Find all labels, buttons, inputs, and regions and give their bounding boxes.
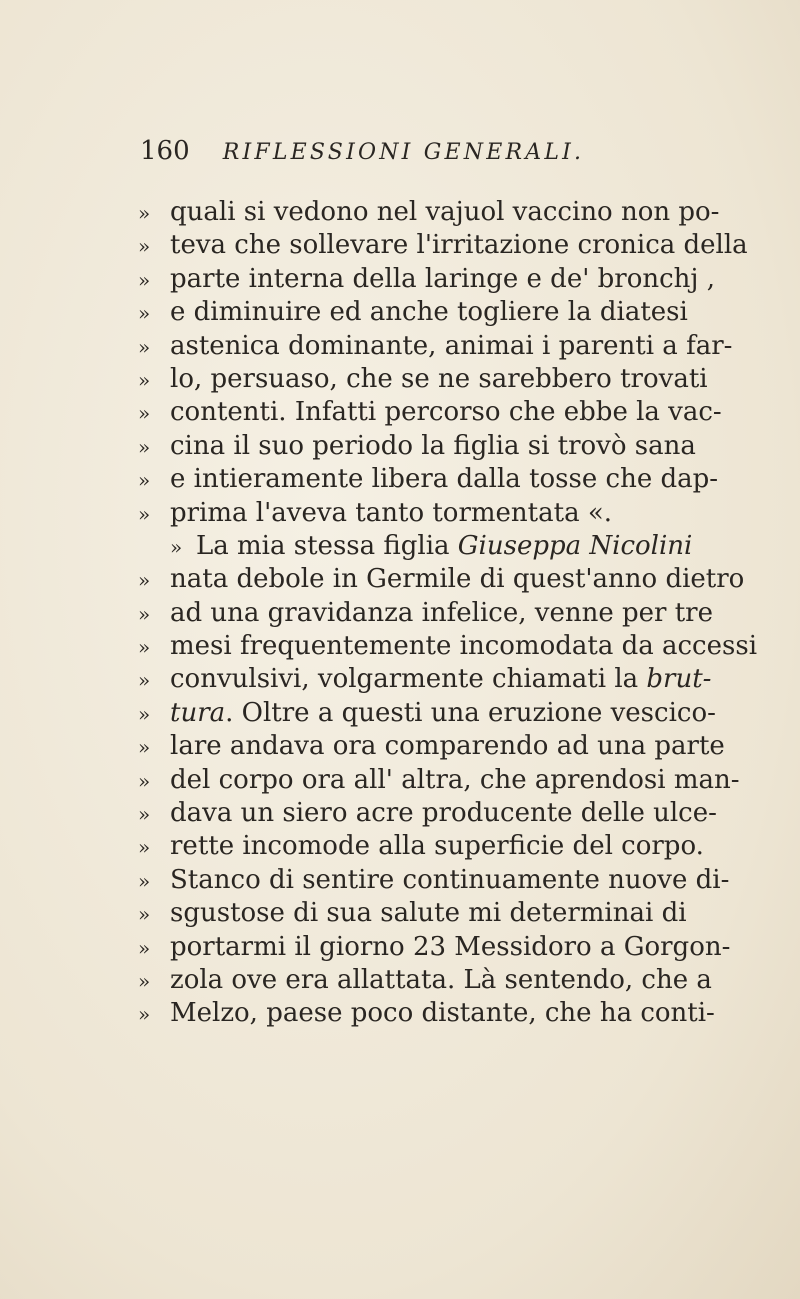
text-line-15: » convulsivi, volgarmente chiamati la brut-	[138, 663, 738, 696]
quote-mark: »	[138, 234, 151, 259]
text-line-2: » teva che sollevare l'irritazione cronica della	[138, 229, 738, 262]
text-line-13: » ad una gravidanza infelice, venne per tre	[138, 597, 738, 630]
text-line-17: » lare andava ora comparendo ad una parte	[138, 730, 738, 763]
page-number: 160	[140, 136, 190, 166]
text-line-8: » cina il suo periodo la figlia si trovò sana	[138, 430, 738, 463]
text-line-16: » tura. Oltre a questi una eruzione vescico-	[138, 697, 738, 730]
quote-mark: »	[138, 735, 151, 760]
quote-mark: »	[138, 468, 151, 493]
text-line-18: » del corpo ora all' altra, che aprendosi man-	[138, 764, 738, 797]
quote-mark: »	[138, 902, 151, 927]
text-line-10: » prima l'aveva tanto tormentata «.	[138, 497, 738, 530]
text-line-11: » La mia stessa figlia Giuseppa Nicolini	[138, 530, 738, 563]
quote-mark: »	[138, 601, 151, 626]
text-line-21: » Stanco di sentire continuamente nuove di-	[138, 864, 738, 897]
quote-mark: »	[138, 802, 151, 827]
quote-mark: »	[138, 201, 151, 225]
quote-mark: »	[138, 367, 151, 392]
text-line-6: » lo, persuaso, che se ne sarebbero trovati	[138, 363, 738, 396]
running-head	[140, 136, 700, 176]
quote-mark: »	[170, 534, 183, 559]
quote-mark: »	[138, 267, 151, 292]
quote-mark: »	[138, 301, 151, 326]
quote-mark: »	[138, 401, 151, 426]
text-line-7: » contenti. Infatti percorso che ebbe la vac-	[138, 396, 738, 429]
running-head-title: RIFLESSIONI GENERALI.	[222, 140, 585, 165]
body-text	[138, 196, 758, 1031]
text-line-9: » e intieramente libera dalla tosse che dap-	[138, 463, 738, 496]
text-line-24: » zola ove era allattata. Là sentendo, che a	[138, 964, 738, 997]
person-name: Giuseppa Nicolini	[457, 530, 693, 561]
text-line-12: » nata debole in Germile di quest'anno dietro	[138, 563, 738, 596]
quote-mark: »	[138, 668, 151, 693]
quote-mark: »	[138, 434, 151, 459]
quote-mark: »	[138, 868, 151, 893]
quote-mark: »	[138, 835, 151, 860]
quote-mark: »	[138, 334, 151, 359]
text-line-19: » dava un siero acre producente delle ulce-	[138, 797, 738, 830]
quote-mark: »	[138, 635, 151, 660]
text-line-14: » mesi frequentemente incomodata da accessi	[138, 630, 738, 663]
text-line-5: » astenica dominante, animai i parenti a far-	[138, 330, 738, 363]
text-line-22: » sgustose di sua salute mi determinai di	[138, 897, 738, 930]
text-line-20: » rette incomode alla superficie del corpo.	[138, 830, 738, 863]
text-line-25: » Melzo, paese poco distante, che ha conti-	[138, 997, 738, 1030]
quote-mark: »	[138, 568, 151, 593]
quote-mark: »	[138, 768, 151, 793]
text-line-4: » e diminuire ed anche togliere la diatesi	[138, 296, 738, 329]
quote-mark: »	[138, 501, 151, 526]
text-line-23: » portarmi il giorno 23 Messidoro a Gorgon-	[138, 931, 738, 964]
text-line-3: » parte interna della laringe e de' bronchj ,	[138, 263, 738, 296]
quote-mark: »	[138, 701, 151, 726]
quote-mark: »	[138, 968, 151, 993]
quote-mark: »	[138, 1002, 151, 1027]
text-line-1: » quali si vedono nel vajuol vaccino non po-	[138, 196, 738, 229]
quote-mark: »	[138, 935, 151, 960]
